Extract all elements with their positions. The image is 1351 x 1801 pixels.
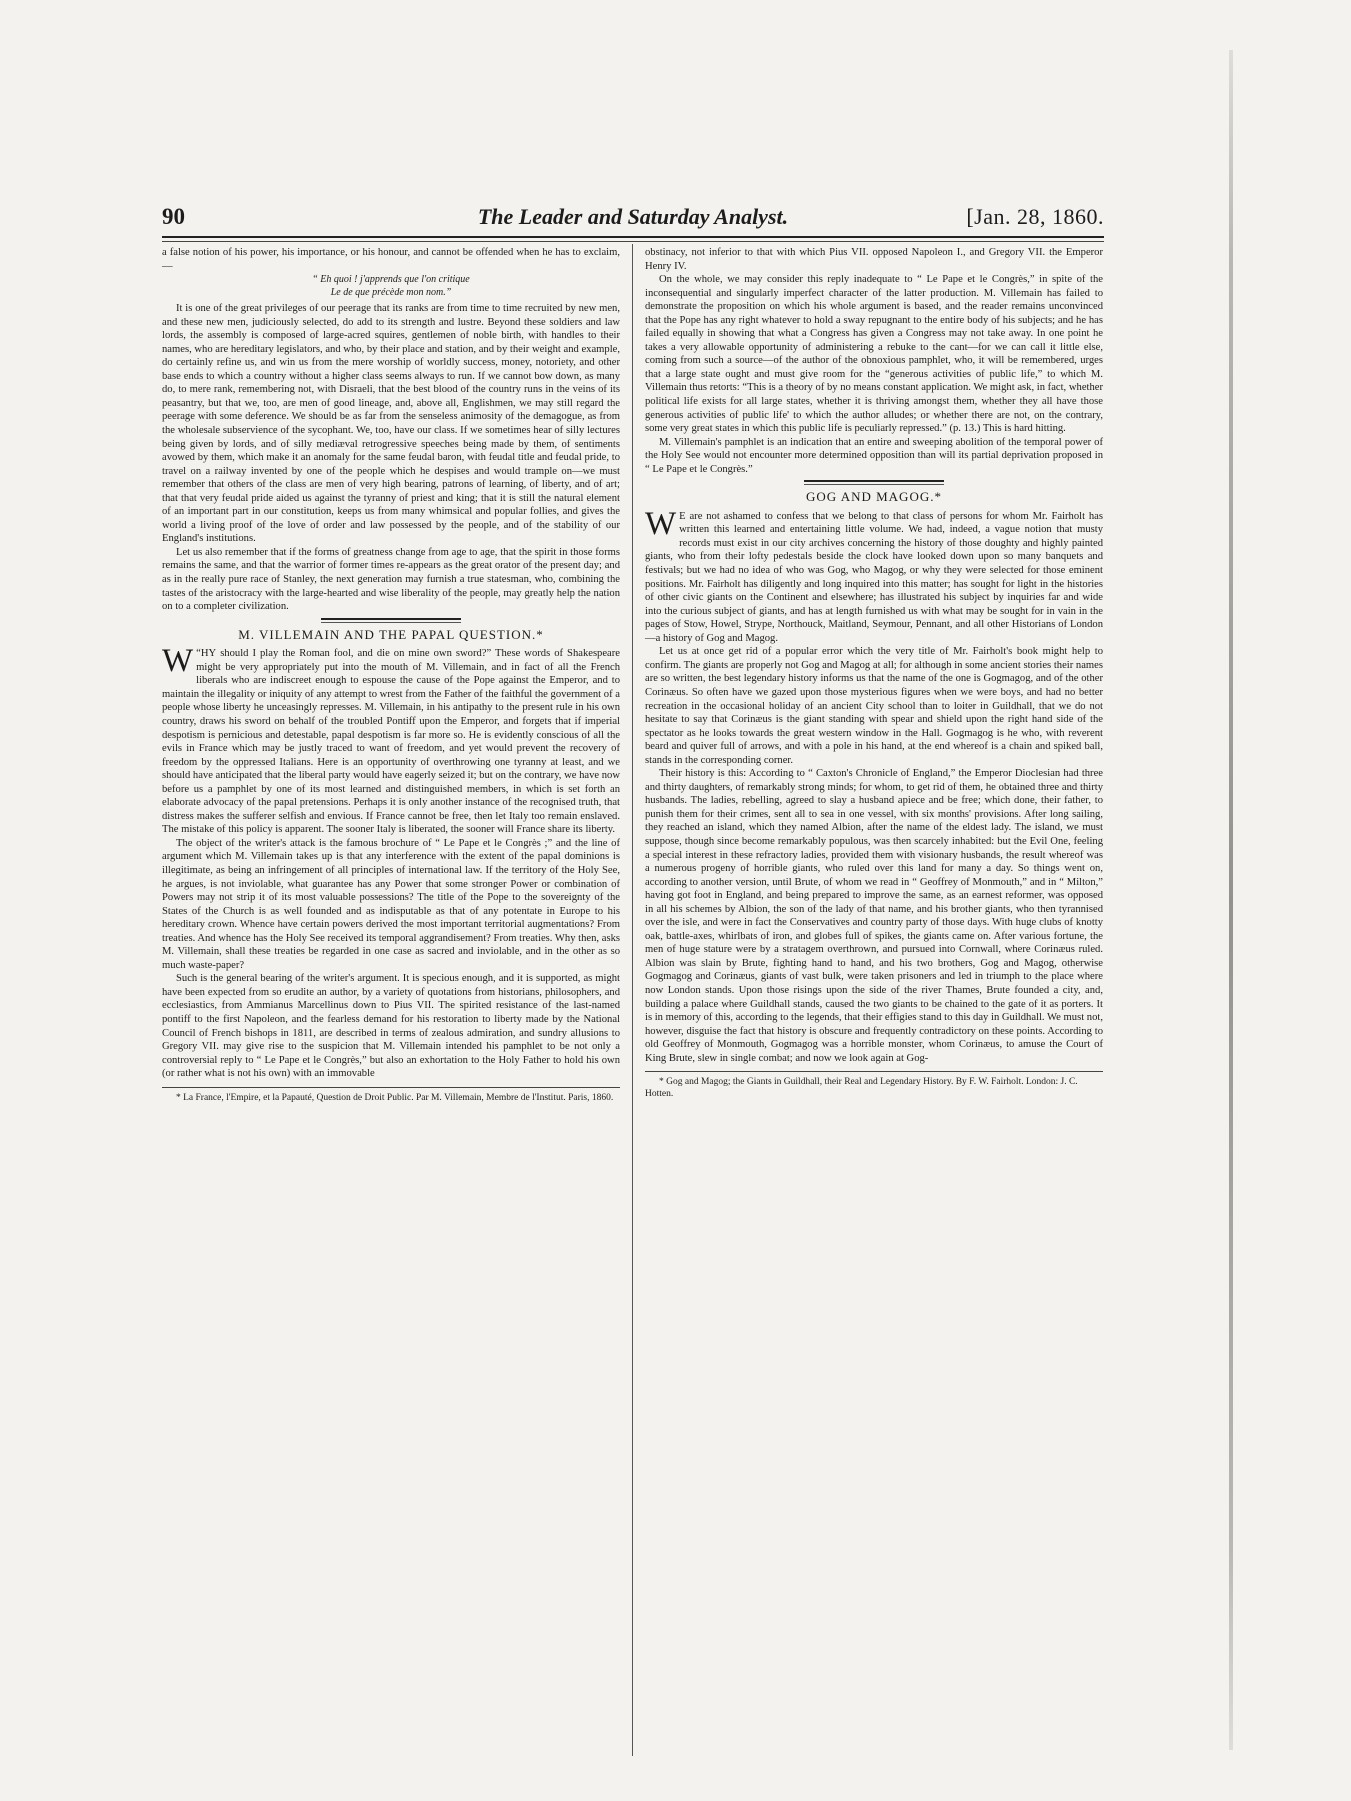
article-heading-gog-magog: GOG AND MAGOG.* [806, 489, 942, 505]
verse-line: “ Eh quoi ! j'apprends que l'on critique [312, 274, 470, 286]
paragraph: The object of the writer's attack is the famous brochure of “ Le Pape et le Congrès ;” and the line of argument which M. Villemain takes up is that any interference with the extent of the papal dominions is illegitimate, as being an infringement of all principles of international law. If the territory of the Holy See, he argues, is not inviolable, what guarantee has any Power that some stronger Power or combination of Powers may not strip it of its most valuable possessions? The title of the Pope to the sovereignty of the States of the Church is as well founded and as indisputable as that of any potentate in Europe to his hereditary crown. Whence have certain powers derived the most important territorial augmentations? From treaties. And whence has the Holy See received its temporal aggrandisement? From treaties. Why then, asks M. Villemain, shall these treaties be regarded in one case as sacred and inviolable, and in the other as so much waste-paper? [162, 837, 620, 971]
paragraph: On the whole, we may consider this reply inadequate to “ Le Pape et le Congrès,” in spite of the inconsequential and singularly imperfect character of the latter production. M. Villemain has failed to demonstrate the proposition on which his whole argument is based, and the reader remains unconvinced that the Pope has any right whatever to hold a sway repugnant to the entire body of his subjects; and he has failed equally in showing that what a Congress has given a Congress may not take away. In one point he takes a very allowable opportunity of administering a rebuke to the cant—for we can call it little else, coming from such a source—of the author of the obnoxious pamphlet, who, it will be remembered, urges that a large state ought and must give room for the “generous activities of public life,” to which M. Villemain thus retorts: “This is a theory of by no means constant application. We might ask, in fact, whether political life exists for all large states, whether it is thriving amongst them, whether they all have those generous activities of public life' to which the author alludes; or whether there are not, on the contrary, some very great states in which this public life is peculiarly repressed.” (p. 13.) This is hard hitting. [645, 274, 1103, 435]
drop-cap: W [645, 505, 677, 542]
first-word: HY [200, 648, 217, 660]
paragraph: Let us at once get rid of a popular error which the very title of Mr. Fairholt's book might help to confirm. The giants are properly not Gog and Magog at all; for although in some ancient stories their names are so written, the best legendary history informs us that the name of the one is Gogmagog, and of the other Corinæus. So often have we gazed upon those mysterious figures when we were boys, and had no better recreation in the occasional holiday of an ancient City school than to loiter in Guildhall, that we do not hesitate to say that Corinæus is the giant standing with spear and shield upon the right hand side of the spectator as he looks towards the great western window in the Hall. Gogmagog is he who, with reverent beard and quiver full of arrows, and with a pole in his hand, at the end whereof is a chain and spiked ball, stands in the corresponding corner. [645, 646, 1103, 766]
right-column [645, 246, 1103, 1100]
section-separator [321, 618, 461, 623]
page-number: 90 [162, 204, 185, 229]
issue-date: [Jan. 28, 1860. [966, 204, 1104, 229]
verse-quote [162, 274, 620, 299]
left-column [162, 246, 620, 1104]
article-first-paragraph [162, 643, 620, 837]
drop-cap: W [162, 643, 194, 680]
footnote: * La France, l'Empire, et la Papauté, Question de Droit Public. Par M. Villemain, Membre de l'Institut. Paris, 1860. [176, 1092, 614, 1103]
paragraph: Let us also remember that if the forms of greatness change from age to age, that the spirit in those forms remains the same, and that the warrior of former times re-appears as the great orator of the present day; and as in the really pure race of Stanley, the next generation may furnish a true statesman, who, combining the tastes of the aristocracy with the large-hearted and wise liberality of the people, may greatly help the nation on to a completer civilization. [162, 546, 620, 613]
paragraph: M. Villemain's pamphlet is an indication that an entire and sweeping abolition of the temporal power of the Holy See would not encounter more determined opposition than will its partial deprivation proposed in “ Le Pape et le Congrès.” [645, 436, 1103, 475]
masthead-title: The Leader and Saturday Analyst. [477, 204, 789, 229]
paragraph: It is one of the great privileges of our peerage that its ranks are from time to time recruited by new men, and these new men, judiciously selected, do add to its strength and lustre. Beyond these soldiers and law lords, the assembly is composed of large-acred squires, gentlemen of noble birth, with handles to their names, who are hereditary legislators, and who, by their place and station, and by their weight and example, do certainly refine us, and win us from the mere worship of worldly success, money, notoriety, and other base ends to which a country without a higher class seems always to run. If we cannot bow down, as many do, to mere rank, remembering not, with Disraeli, that the best blood of the country runs in the veins of its peasantry, but that we, too, are men of good lineage, and, above all, Englishmen, we may still regard the peerage with some deference. We should be as far from the senseless animosity of the demagogue, as from the wholesale subservience of the sycophant. We, too, have our class. If we sometimes hear of silly lectures being given by lords, and of silly mediæval retrogressive speeches being made by them, of sentiments avowed by them, which make it an anomaly for the same feudal baron, with feudal title and feudal pride, to travel on a railway invented by one of the people which he despises and would trample on—we must remember that others of the class are men of very high bearing, patrons of learning, of liberty, and of art; that that very feudal pride aided us against the tyranny of priest and king; that it is still the natural element of an important part in our constitution, keeps us from many whimsical and popular follies, and gives the world a living proof of the love of order and law possessed by the people, and of the stability of our England's institutions. [162, 303, 620, 545]
paragraph-text: E are not ashamed to confess that we belong to that class of persons for whom Mr. Fairholt has written this learned and entertaining little volume. We had, indeed, a vague notion that musty records must exist in our city archives concerning the history of those doughty and highly painted giants, who from their lofty pedestals beside the clock have looked down upon so many banquets and festivals; but we had no idea of who was Gog, who Magog, or why they were selected for those eminent positions. Mr. Fairholt has diligently and long inquired into this matter; has sought for light in the histories of other civic giants on the Continent and elsewhere; has illustrated his subject by inquiries far and wide into the curious subject of giants, and has at length furnished us with what may be sought for in vain in the pages of Stow, Howel, Strype, Northouck, Maitland, Seymour, Pennant, and all other Historians of London—a history of Gog and Magog. [645, 510, 1103, 644]
verse-line: Le de que précède mon nom.” [330, 286, 452, 298]
opening-paragraph: a false notion of his power, his importance, or his honour, and cannot be offended when he has to exclaim,— [162, 247, 620, 272]
opening-quote-mark: “ [196, 648, 201, 660]
page-header [162, 204, 1104, 234]
paragraph: obstinacy, not inferior to that with which Pius VII. opposed Napoleon I., and Gregory VII. the Emperor Henry IV. [645, 247, 1103, 272]
header-rule-thin [162, 241, 1104, 242]
paragraph-text: should I play the Roman fool, and die on mine own sword?” These words of Shakespeare might be very appropriately put into the mouth of M. Villemain, and in fact of all the French liberals who are indiscreet enough to espouse the cause of the Pope against the Emperor, and to maintain the illegality or iniquity of any attempt to wrest from the Father of the faithful the government of a people whose liberty he unceasingly represses. M. Villemain, in his antipathy to the present rule in his own country, draws his sword on behalf of the troubled Pontiff upon the Emperor, and forgets that if imperial despotism is pernicious and detestable, papal despotism is far more so. He is evidently conscious of all the evils in France which may be justly traced to want of freedom, and yet would prevent the recovery of freedom by the oppressed Italians. Here is an opportunity of overthrowing one tyranny at least, and we should have anticipated that the liberal party would have eagerly seized it; but on the contrary, we have now before us a pamphlet by one of its most learned and distinguished members, in which is set forth an elaborate advocacy of the papal pretensions. Perhaps it is only another instance of the recognised truth, that distress makes the sufferer selfish and envious. If France cannot be free, then let Italy too remain enslaved. The mistake of this policy is apparent. The sooner Italy is liberated, the sooner will France share its liberty. [162, 648, 620, 836]
article-heading-villemain: M. VILLEMAIN AND THE PAPAL QUESTION.* [238, 626, 544, 642]
paragraph: Their history is this: According to “ Caxton's Chronicle of England,” the Emperor Dioclesian had three and thirty daughters, of remarkably strong minds; for whom, to get rid of them, he obtained three and thirty husbands. The ladies, rebelling, agreed to slay a husband apiece and be free; which done, their father, to punish them for their crimes, sent all to sea in one vessel, with six months' provisions. After long sailing, they reached an island, which they named Albion, after the name of the eldest lady. The island, we must suppose, though since become remarkably populous, was then scarcely inhabited: but the Evil One, feeling a special interest in these refractory ladies, provided them with visionary husbands, the result whereof was a numerous progeny of horrible giants, who ruled over this land for many a day. So things went on, according to another version, until Brute, of whom we read in “ Geoffrey of Monmouth,” and in “ Milton,” having got foot in England, and being prepared to improve the same, as an earnest reformer, was opposed in all his schemes by Albion, the son of the lady of that name, and his brother giants, who then tyrannised over the isle, and were in fact the Conservatives and country party of those days. With huge clubs of knotty oak, battle-axes, whirlbats of iron, and globes full of spikes, the giants came on. After various fortune, the men of huge stature were by a stratagem overthrown, and pursued into Cornwall, where Corinæus ruled. Albion was slain by Brute, fighting hand to hand, and his two brothers, Gog and Magog, otherwise Gogmagog and Corinæus, giants of vast bulk, were taken prisoners and led in triumph to the place where now London stands. Upon those risings upon the side of the river Thames, Brute founded a city, and, building a palace where Guildhall stands, caused the two giants to be chained to the gate of it as porters. It is in memory of this, according to the legends, that their effigies stand to this day in Guildhall. We must not, however, disguise the fact that history is obscure and frequently contradictory on these points. According to old Geoffrey of Monmouth, Gogmagog was a horrible monster, whom Corinæus, to amuse the Court of King Brute, slew in single combat; and now we look again at Gog- [645, 768, 1103, 1064]
article-first-paragraph [645, 505, 1103, 645]
footnote-rule [162, 1087, 620, 1088]
footnote: * Gog and Magog; the Giants in Guildhall, their Real and Legendary History. By F. W. Fairholt. London: J. C. Hotten. [645, 1077, 1078, 1100]
header-rule [162, 236, 1104, 238]
paragraph: Such is the general bearing of the writer's argument. It is specious enough, and it is supported, as might have been expected from so erudite an author, by a variety of quotations from historians, philosophers, and ecclesiastics, from Ammianus Marcellinus down to Pius VII. The spirited resistance of the last-named pontiff to the first Napoleon, and the fearless demand for his restoration to liberty made by the National Council of French bishops in 1811, are described in terms of zealous admiration, and sundry allusions to Gregory VII. may give rise to the suspicion that M. Villemain intended his pamphlet to be not only a controversial reply to “ Le Pape et le Congrès,” but also an exhortation to the Holy Father to hold his own (or rather what is not his own) with an immovable [162, 973, 620, 1080]
binding-shadow [1229, 50, 1233, 1750]
section-separator [804, 480, 944, 485]
column-divider [632, 244, 633, 1756]
footnote-rule [645, 1071, 1103, 1072]
